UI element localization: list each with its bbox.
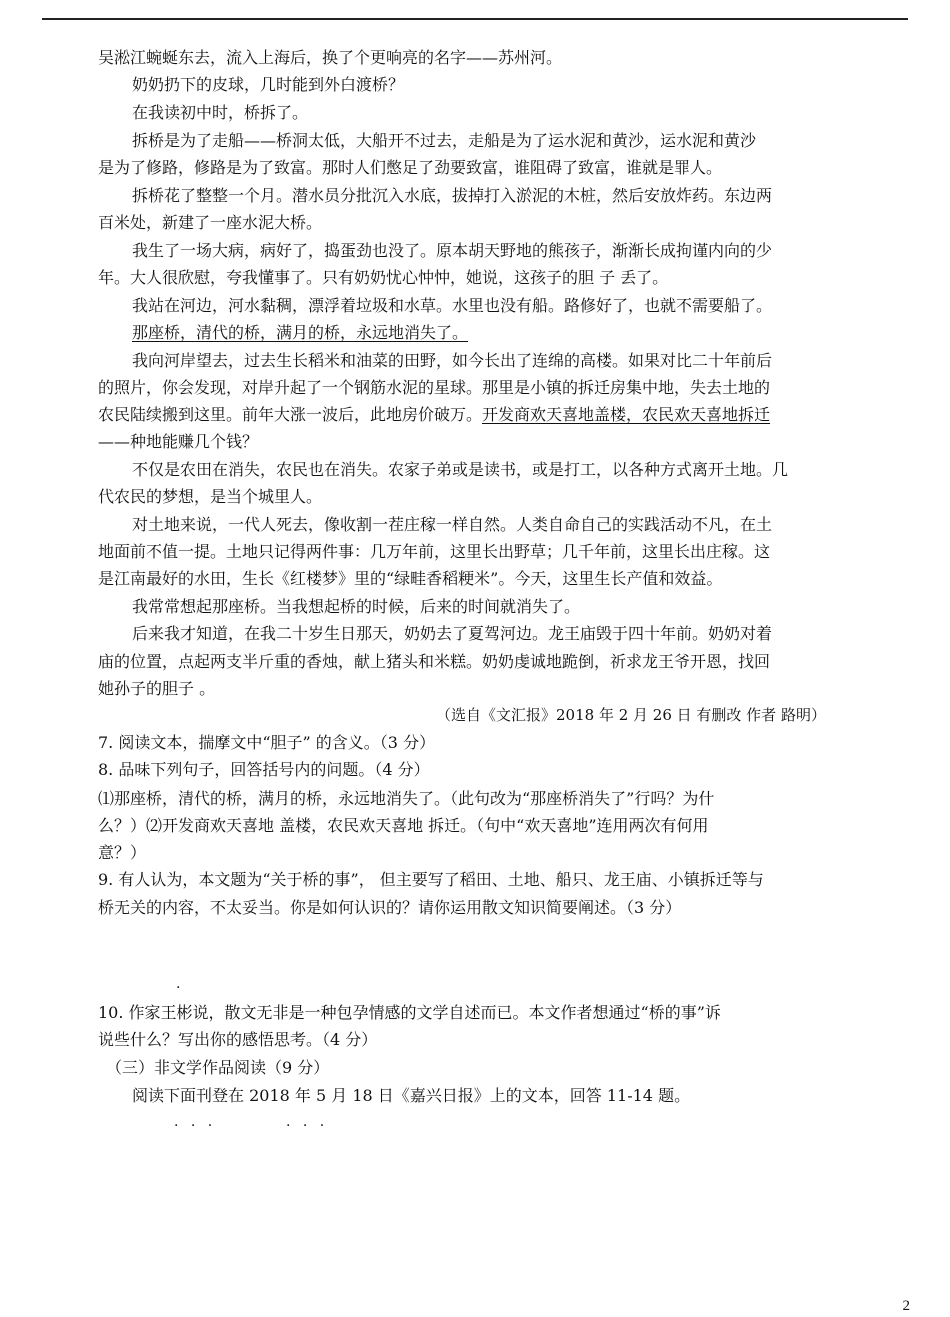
text-line: 地面前不值一提。土地只记得两件事：几万年前，这里长出野草；几千年前，这里长出庄稼。这 [98,542,771,561]
stray-dot: . [176,976,185,992]
text-line: 年。大人很欣慰，夸我懂事了。只有奶奶忧心忡忡，她说，这孩子的胆 子 丢了。 [98,268,669,287]
text-line: 不仅是农田在消失，农民也在消失。农家子弟或是读书，或是打工，以各种方式离开土地。几 [132,460,789,479]
question-10-line: 说些什么？写出你的感悟思考。（4 分） [98,1030,378,1049]
text-line [98,405,770,425]
text-line: 吴淞江蜿蜒东去，流入上海后，换了个更响亮的名字——苏州河。 [98,48,563,67]
text-line: 她孙子的胆子 。 [98,679,216,698]
text-line: 后来我才知道，在我二十岁生日那天，奶奶去了夏驾河边。龙王庙毁于四十年前。奶奶对着 [132,624,773,643]
underlined-sentence: 那座桥，清代的桥，满月的桥，永远地消失了。 [132,323,469,342]
text-line: 对土地来说，一代人死去，像收割一茬庄稼一样自然。人类自命自己的实践活动不凡，在土 [132,515,773,534]
text-line: 我生了一场大病，病好了，捣蛋劲也没了。原本胡天野地的熊孩子，渐渐长成拘谨内向的少 [132,241,773,260]
top-rule [42,18,908,20]
source-citation: （选自《文汇报》2018 年 2 月 26 日 有删改 作者 路明） [436,706,826,724]
question-8: 8. 品味下列句子，回答括号内的问题。（4 分） [98,760,430,779]
text-line: ——种地能赚几个钱？ [98,432,259,451]
text-segment: 农民陆续搬到这里。前年大涨一波后，此地房价破万。 [98,405,483,424]
section-intro: 阅读下面刊登在 2018 年 5 月 18 日《嘉兴日报》上的文本，回答 11-14 题。 [132,1086,691,1105]
question-8-line: 意？） [98,843,147,862]
question-8-line: 么？）⑵开发商欢天喜地 盖楼，农民欢天喜地 拆迁。（句中“欢天喜地”连用两次有何用 [98,816,709,835]
text-line: 拆桥是为了走船——桥洞太低，大船开不过去，走船是为了运水泥和黄沙，运水泥和黄沙 [132,131,757,150]
question-9: 9. 有人认为，本文题为“关于桥的事”， 但主要写了稻田、土地、船只、龙王庙、小镇拆迁等与 [98,870,764,889]
text-line: 我站在河边，河水黏稠，漂浮着垃圾和水草。水里也没有船。路修好了，也就不需要船了。 [132,296,773,315]
question-8-line: ⑴那座桥，清代的桥，满月的桥，永远地消失了。（此句改为“那座桥消失了”行吗？为什 [98,789,715,808]
text-line: 代农民的梦想，是当个城里人。 [98,487,323,506]
emphasis-dots: . . . [174,1114,217,1130]
text-line: 在我读初中时，桥拆了。 [132,103,309,122]
underlined-sentence: 开发商欢天喜地盖楼，农民欢天喜地拆迁 [482,405,771,424]
question-10: 10. 作家王彬说，散文无非是一种包孕情感的文学自述而已。本文作者想通过“桥的事”诉 [98,1003,721,1022]
question-9-line: 桥无关的内容，不太妥当。你是如何认识的？请你运用散文知识简要阐述。（3 分） [98,898,682,917]
text-line: 百米处，新建了一座水泥大桥。 [98,213,323,232]
text-line: 我向河岸望去，过去生长稻米和油菜的田野，如今长出了连绵的高楼。如果对比二十年前后 [132,351,773,370]
text-line: 是为了修路，修路是为了致富。那时人们憋足了劲要致富，谁阻碍了致富，谁就是罪人。 [98,158,723,177]
text-line: 我常常想起那座桥。当我想起桥的时候，后来的时间就消失了。 [132,597,581,616]
question-7: 7. 阅读文本，揣摩文中“胆子” 的含义。（3 分） [98,733,436,752]
emphasis-dots: . . . [286,1114,329,1130]
text-line: 拆桥花了整整一个月。潜水员分批沉入水底，拔掉打入淤泥的木桩，然后安放炸药。东边两 [132,186,773,205]
text-line: 是江南最好的水田，生长《红楼梦》里的“绿畦香稻粳米”。今天，这里生长产值和效益。 [98,569,723,588]
text-line: 庙的位置，点起两支半斤重的香烛，献上猪头和米糕。奶奶虔诚地跪倒，祈求龙王爷开恩，找回 [98,652,771,671]
text-line: 的照片，你会发现，对岸升起了一个钢筋水泥的星球。那里是小镇的拆迁房集中地，失去土地的 [98,378,771,397]
page-number: 2 [902,1298,910,1314]
text-line: 奶奶扔下的皮球，几时能到外白渡桥？ [132,75,405,94]
section-heading: （三）非文学作品阅读（9 分） [106,1058,330,1077]
